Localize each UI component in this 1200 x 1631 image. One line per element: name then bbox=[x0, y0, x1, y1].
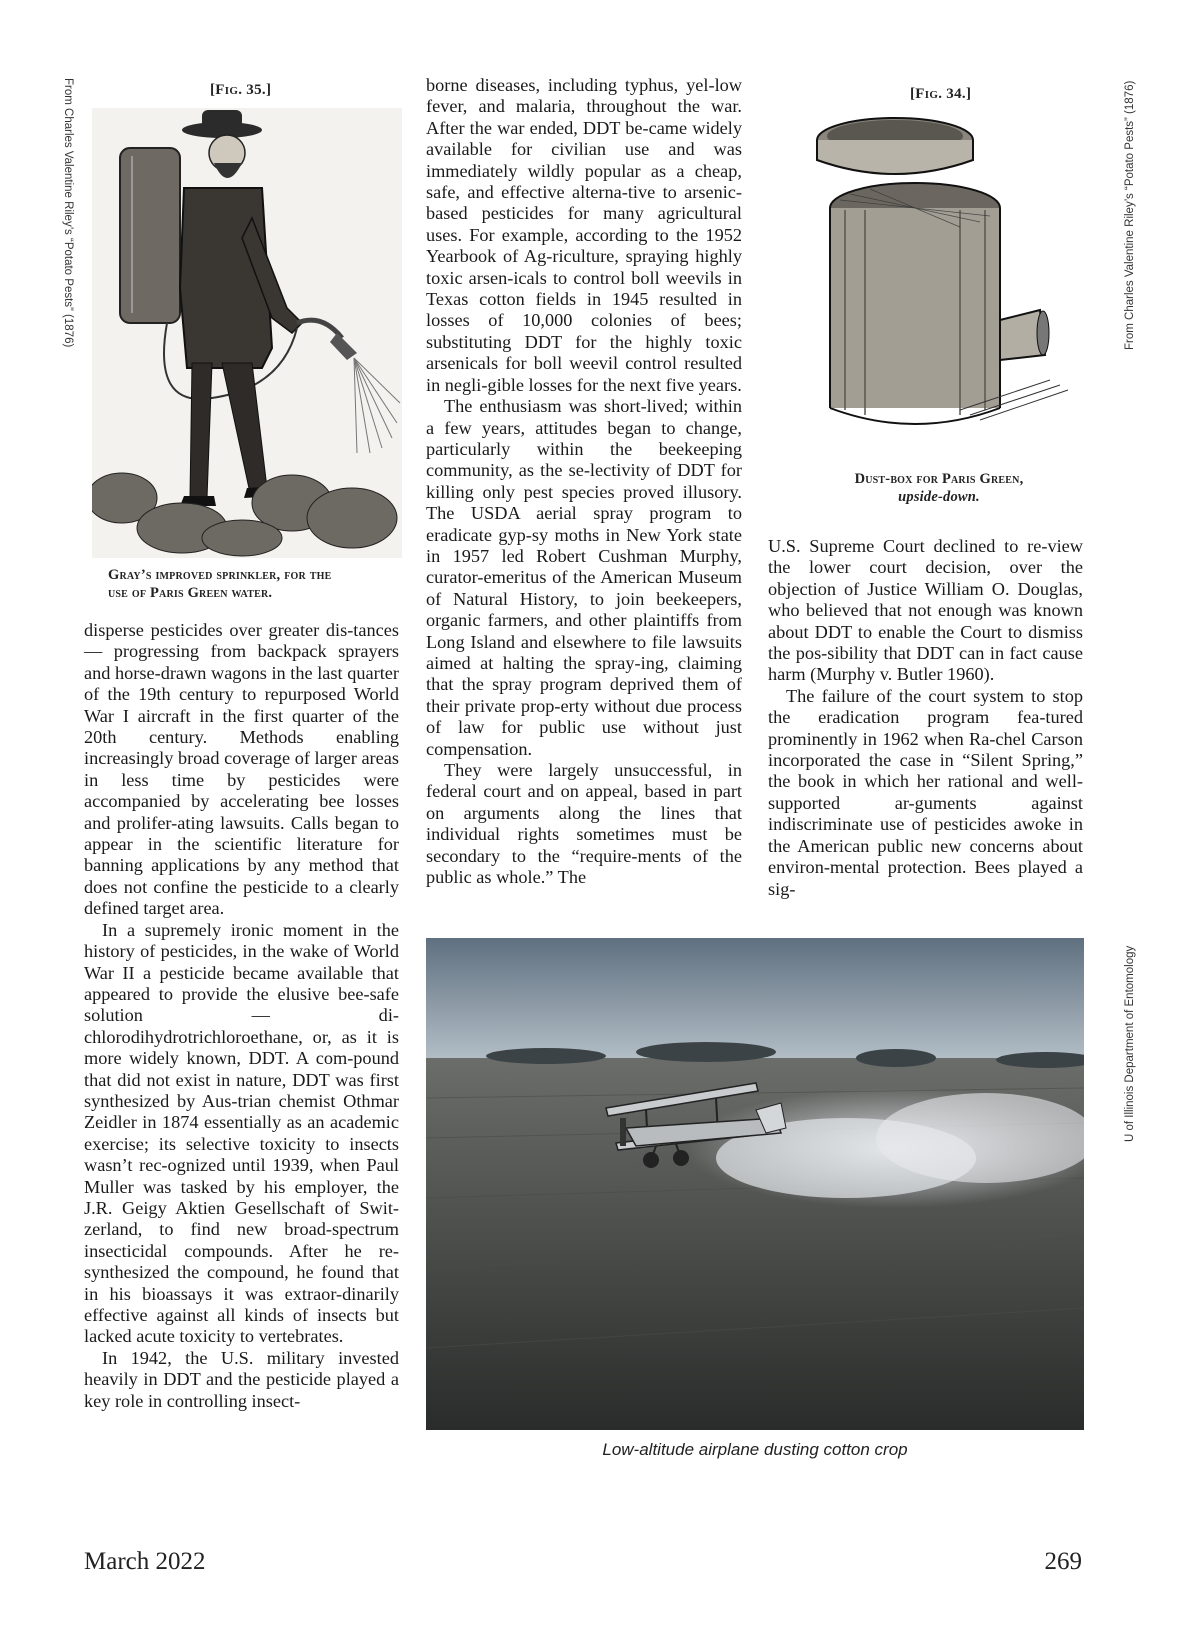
left-paragraph-3: In 1942, the U.S. military invested heavily in DDT and the pesticide played a key role in controlling insect- bbox=[84, 1347, 399, 1411]
middle-paragraph-3: They were largely unsuccessful, in federal court and on appeal, based in part on arguments along the lines that individual rights sometimes must be secondary to the “require-ments of the public as whole.” The bbox=[426, 760, 742, 888]
left-column bbox=[84, 620, 399, 1412]
fig35-label: [Fig. 35.] bbox=[210, 82, 272, 98]
fig35-illustration bbox=[92, 108, 402, 558]
left-photo-credit: From Charles Valentine Riley’s “Potato Pests” (1876) bbox=[62, 78, 74, 348]
right-paragraph-2: The failure of the court system to stop the eradication program fea-tured prominently in 1962 when Ra-chel Carson incorporated the case in “Silent Spring,” the book in which her rational and well-supported ar-guments against indiscriminate use of pesticides awoke in the American public new concerns about environ-mental protection. Bees played a sig- bbox=[768, 685, 1083, 899]
fig34-caption: Dust-box for Paris Green, upside-down. bbox=[854, 471, 1024, 505]
right-top-photo-credit: From Charles Valentine Riley’s “Potato Pests” (1876) bbox=[1124, 80, 1136, 350]
footer-date: March 2022 bbox=[84, 1548, 206, 1575]
middle-paragraph-2: The enthusiasm was short-lived; within a few years, attitudes began to change, particularly within the beekeeping community, as the se-lectivity of DDT for killing only pest species proved illusory. The USDA aerial spray program to eradicate gyp-sy moths in New York state in 1957 led Robert Cushman Murphy, curator-emeritus of the American Museum of Natural History, to join beekeepers, organic farmers, and other plaintiffs from Long Island and elsewhere to file lawsuits aimed at halting the spray-ing, claiming that the spray program deprived them of their private prop-erty without due process of law for public use without just compensation. bbox=[426, 396, 742, 759]
right-column bbox=[768, 536, 1083, 900]
fig34-illustration bbox=[800, 110, 1080, 455]
left-paragraph-1: disperse pesticides over greater dis-tances — progressing from backpack sprayers and horse-drawn wagons in the last quarter of the 19th century to repurposed World War I aircraft in the first quarter of the 20th century. Methods enabling increasingly broad coverage of larger areas in less time by pesticides were accompanied by accelerating bee losses and prolifer-ating lawsuits. Calls began to appear in the scientific literature for banning applications by any method that does not confine the pesticide to a clearly defined target area. bbox=[84, 620, 399, 919]
right-bottom-photo-credit: U of Illinois Department of Entomology bbox=[1124, 945, 1136, 1142]
left-paragraph-2: In a supremely ironic moment in the history of pesticides, in the wake of World War II a pesticide became available that appeared to provide the elusive bee-safe solution — di-chlorodihydrotrichloroethane, or, as it is more widely known, DDT. A com-pound that did not exist in nature, DDT was first synthesized by Aus-trian chemist Othmar Zeidler in 1874 essentially as an academic exercise; its selective toxicity to insects wasn’t rec-ognized until 1939, when Paul Muller was tasked by his employer, the J.R. Geigy Aktien Gesellschaft of Swit-zerland, to find new broad-spectrum insecticidal compounds. After he re-synthesized the compound, he found that in his bioassays it was extraor-dinarily effective against all kinds of insects but lacked acute toxicity to vertebrates. bbox=[84, 919, 399, 1347]
page-number: 269 bbox=[1044, 1548, 1082, 1575]
middle-paragraph-1: borne diseases, including typhus, yel-low fever, and malaria, throughout the war. After the war ended, DDT be-came widely available for civilian use and was immediately wildly popular as a cheap, safe, and effective alterna-tive to arsenic-based pesticides for many agricultural uses. For example, according to the 1952 Yearbook of Ag-riculture, spraying highly toxic arsen-icals to control boll weevils in Texas cotton fields in 1945 resulted in losses of 10,000 colonies of bees; substituting DDT for the highly toxic arsenicals for boll weevil control resulted in negli-gible losses for the next five years. bbox=[426, 75, 742, 395]
fig35-caption: Gray’s improved sprinkler, for the use of Paris Green water. bbox=[108, 567, 332, 601]
airplane-photo bbox=[426, 938, 1084, 1430]
backpack-tank bbox=[120, 148, 180, 323]
middle-column bbox=[426, 75, 742, 888]
fig34-label: [Fig. 34.] bbox=[910, 86, 972, 102]
right-paragraph-1: U.S. Supreme Court declined to re-view the lower court decision, over the objection of Justice William O. Douglas, who believed that not enough was known about DDT to enable the Court to dismiss the pos-sibility that DDT can in fact cause harm (Murphy v. Butler 1960). bbox=[768, 536, 1083, 685]
airplane-photo-caption: Low-altitude airplane dusting cotton crop bbox=[602, 1440, 908, 1459]
